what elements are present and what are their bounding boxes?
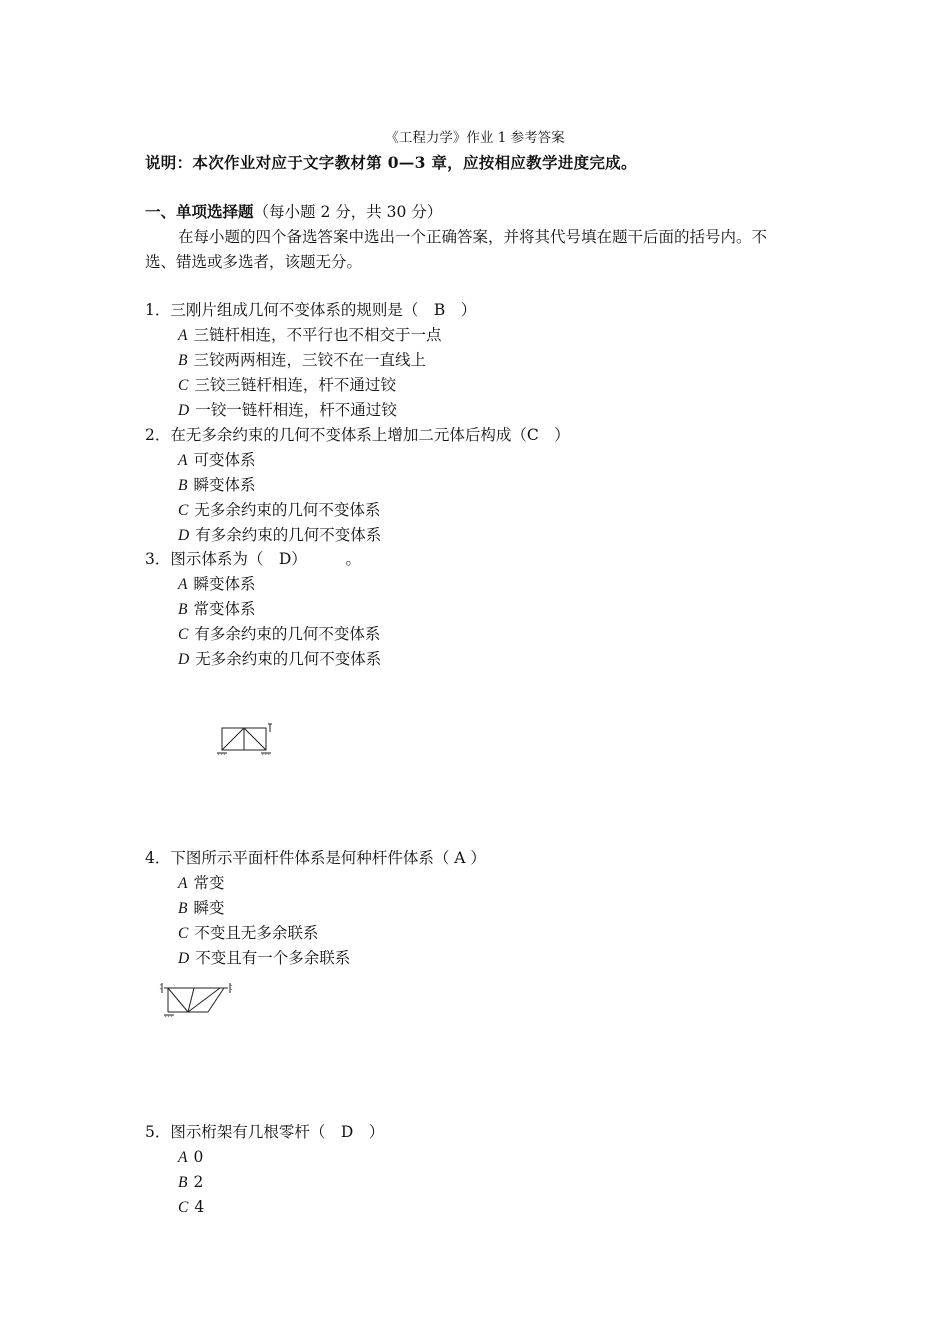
truss-diagonal bbox=[222, 728, 244, 750]
option-text: 瞬变体系 bbox=[193, 575, 256, 593]
option-item bbox=[178, 898, 224, 919]
option-text: 2 bbox=[193, 1173, 204, 1191]
option-letter: B bbox=[178, 352, 188, 369]
question-stem: 4．下图所示平面杆件体系是何种杆件体系（ A ） bbox=[145, 849, 486, 867]
option-letter: A bbox=[178, 1149, 188, 1166]
section-title: 一、单项选择题 bbox=[145, 202, 254, 221]
question-stem: 5．图示桁架有几根零杆（ D ） bbox=[145, 1123, 385, 1141]
option-text: 瞬变 bbox=[193, 899, 225, 917]
option-text: 无多余约束的几何不变体系 bbox=[194, 501, 381, 519]
option-text: 有多余约束的几何不变体系 bbox=[194, 625, 381, 643]
option-letter: B bbox=[178, 601, 188, 618]
option-text: 三铰两两相连，三铰不在一直线上 bbox=[193, 351, 426, 369]
option-item bbox=[178, 649, 381, 670]
option-text: 4 bbox=[194, 1198, 205, 1216]
option-item bbox=[178, 400, 397, 421]
option-letter: A bbox=[178, 875, 188, 892]
option-item bbox=[178, 873, 224, 894]
section-points: （每小题 2 分，共 30 分） bbox=[253, 203, 443, 221]
truss-figure-q3 bbox=[214, 722, 276, 760]
truss-diagonal bbox=[168, 988, 188, 1012]
option-text: 常变 bbox=[193, 874, 225, 892]
option-letter: A bbox=[178, 576, 188, 593]
section-heading bbox=[145, 202, 442, 222]
option-letter: D bbox=[178, 651, 190, 668]
option-text: 有多余约束的几何不变体系 bbox=[195, 526, 382, 544]
option-item bbox=[178, 574, 255, 595]
option-letter: C bbox=[178, 1199, 189, 1216]
section-instruction-line1: 在每小题的四个备选答案中选出一个正确答案，并将其代号填在题干后面的括号内。不 bbox=[178, 228, 768, 246]
option-item bbox=[178, 624, 380, 645]
option-text: 无多余约束的几何不变体系 bbox=[195, 650, 382, 668]
option-item bbox=[178, 500, 380, 521]
option-letter: C bbox=[178, 925, 189, 942]
option-letter: B bbox=[178, 900, 188, 917]
option-letter: A bbox=[178, 452, 188, 469]
question-stem: 2．在无多余约束的几何不变体系上增加二元体后构成（C ） bbox=[145, 426, 570, 444]
option-letter: D bbox=[178, 402, 190, 419]
question-stem: 3．图示体系为（ D） 。 bbox=[145, 550, 362, 568]
option-item bbox=[178, 475, 255, 496]
document-title: 《工程力学》作业 1 参考答案 bbox=[385, 130, 565, 146]
option-text: 一铰一链杆相连，杆不通过铰 bbox=[195, 401, 397, 419]
option-text: 可变体系 bbox=[193, 451, 256, 469]
option-letter: A bbox=[178, 327, 188, 344]
option-letter: B bbox=[178, 1174, 188, 1191]
option-item bbox=[178, 1172, 203, 1193]
section-instruction-line2: 选、错选或多选者，该题无分。 bbox=[145, 253, 363, 271]
option-letter: D bbox=[178, 527, 190, 544]
option-item bbox=[178, 525, 381, 546]
option-text: 不变且有一个多余联系 bbox=[195, 949, 351, 967]
option-item bbox=[178, 450, 255, 471]
option-text: 瞬变体系 bbox=[193, 476, 256, 494]
option-letter: B bbox=[178, 477, 188, 494]
instructions-note: 说明：本次作业对应于文字教材第 0—3 章，应按相应教学进度完成。 bbox=[145, 153, 637, 172]
option-item bbox=[178, 599, 255, 620]
question-stem: 1．三刚片组成几何不变体系的规则是（ B ） bbox=[145, 301, 477, 319]
option-text: 0 bbox=[193, 1148, 204, 1166]
option-letter: D bbox=[178, 950, 190, 967]
option-text: 常变体系 bbox=[193, 600, 256, 618]
option-letter: C bbox=[178, 502, 189, 519]
truss-diagonal bbox=[244, 728, 266, 750]
option-item bbox=[178, 375, 396, 396]
option-item bbox=[178, 325, 441, 346]
option-text: 不变且无多余联系 bbox=[194, 924, 319, 942]
option-text: 三链杆相连，不平行也不相交于一点 bbox=[193, 326, 442, 344]
truss-figure-q4 bbox=[158, 982, 236, 1022]
option-letter: C bbox=[178, 626, 189, 643]
option-text: 三铰三链杆相连，杆不通过铰 bbox=[194, 376, 396, 394]
option-item bbox=[178, 1147, 203, 1168]
option-item bbox=[178, 1197, 204, 1218]
option-item bbox=[178, 923, 318, 944]
option-letter: C bbox=[178, 377, 189, 394]
option-item bbox=[178, 350, 426, 371]
option-item bbox=[178, 948, 350, 969]
